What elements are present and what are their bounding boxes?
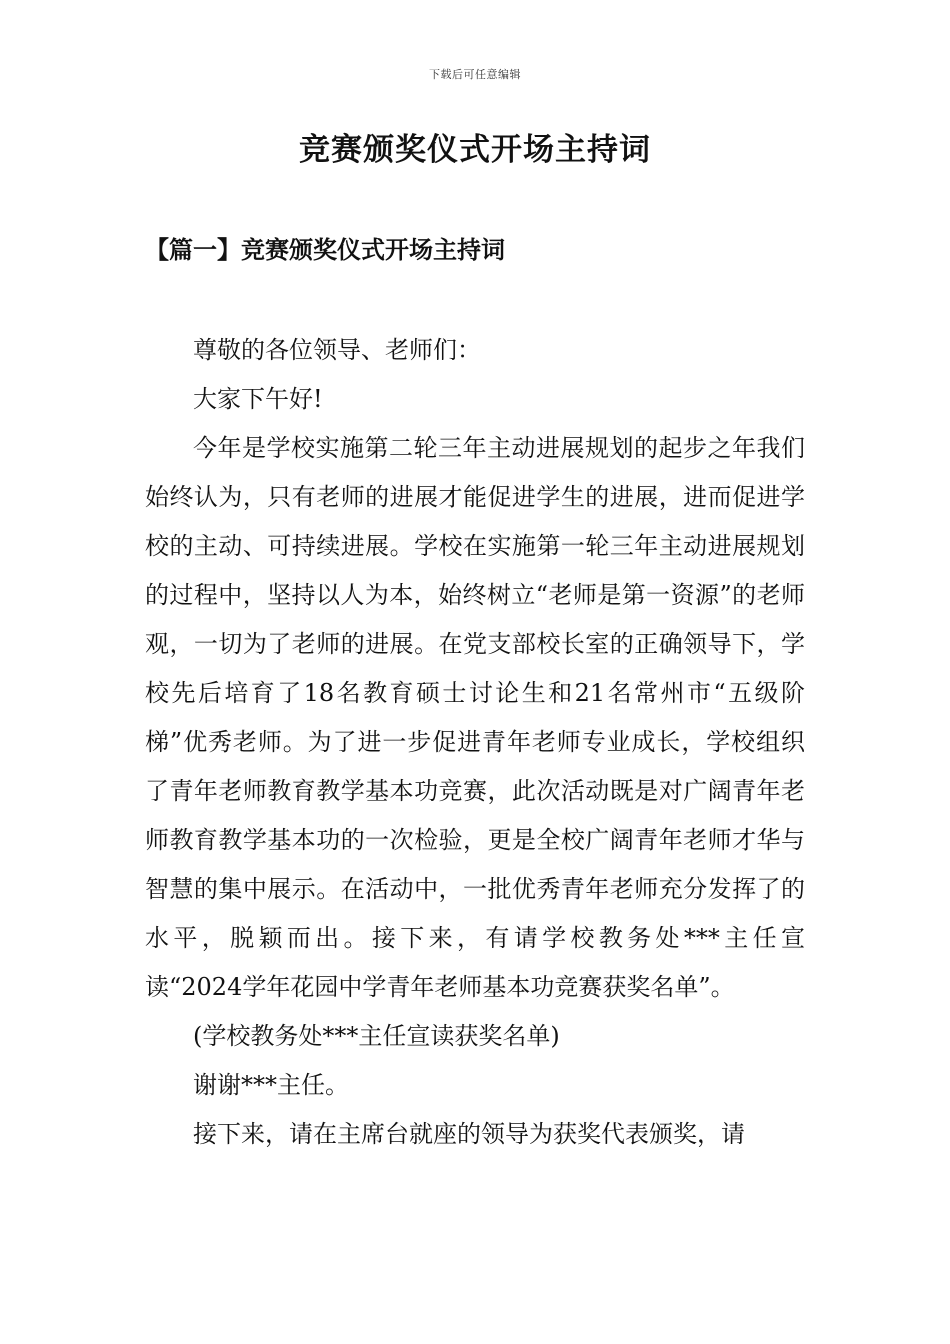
salutation-paragraph: 大家下午好! xyxy=(193,385,323,413)
thanks-paragraph: 谢谢***主任。 xyxy=(193,1071,349,1099)
document-title: 竞赛颁奖仪式开场主持词 xyxy=(299,132,651,168)
stage-direction-paragraph: (学校教务处***主任宣读获奖名单) xyxy=(193,1022,560,1050)
closing-paragraph: 接下来，请在主席台就座的领导为获奖代表颁奖，请 xyxy=(193,1120,745,1148)
main-paragraph: 今年是学校实施第二轮三年主动进展规划的起步之年我们始终认为，只有老师的进展才能促进学生的进展，进而促进学校的主动、可持续进展。学校在实施第一轮三年主动进展规划的过程中，坚持以人为本，始终树立“老师是第一资源”的老师观，一切为了老师的进展。在党支部校长室的正确领导下，学校先后培育了18名教育硕士讨论生和21名常州市“五级阶梯”优秀老师。为了进一步促进青年老师专业成长，学校组织了青年老师教育教学基本功竞赛，此次活动既是对广阔青年老师教育教学基本功的一次检验，更是全校广阔青年老师才华与智慧的集中展示。在活动中，一批优秀青年老师充分发挥了的水平，脱颖而出。接下来，有请学校教务处***主任宣读“2024学年花园中学青年老师基本功竞赛获奖名单”。 xyxy=(145,434,805,1001)
section-heading: 【篇一】竞赛颁奖仪式开场主持词 xyxy=(145,235,505,264)
header-note: 下载后可任意编辑 xyxy=(429,68,521,81)
greeting-paragraph: 尊敬的各位领导、老师们： xyxy=(193,336,481,364)
body-text xyxy=(145,326,805,1159)
